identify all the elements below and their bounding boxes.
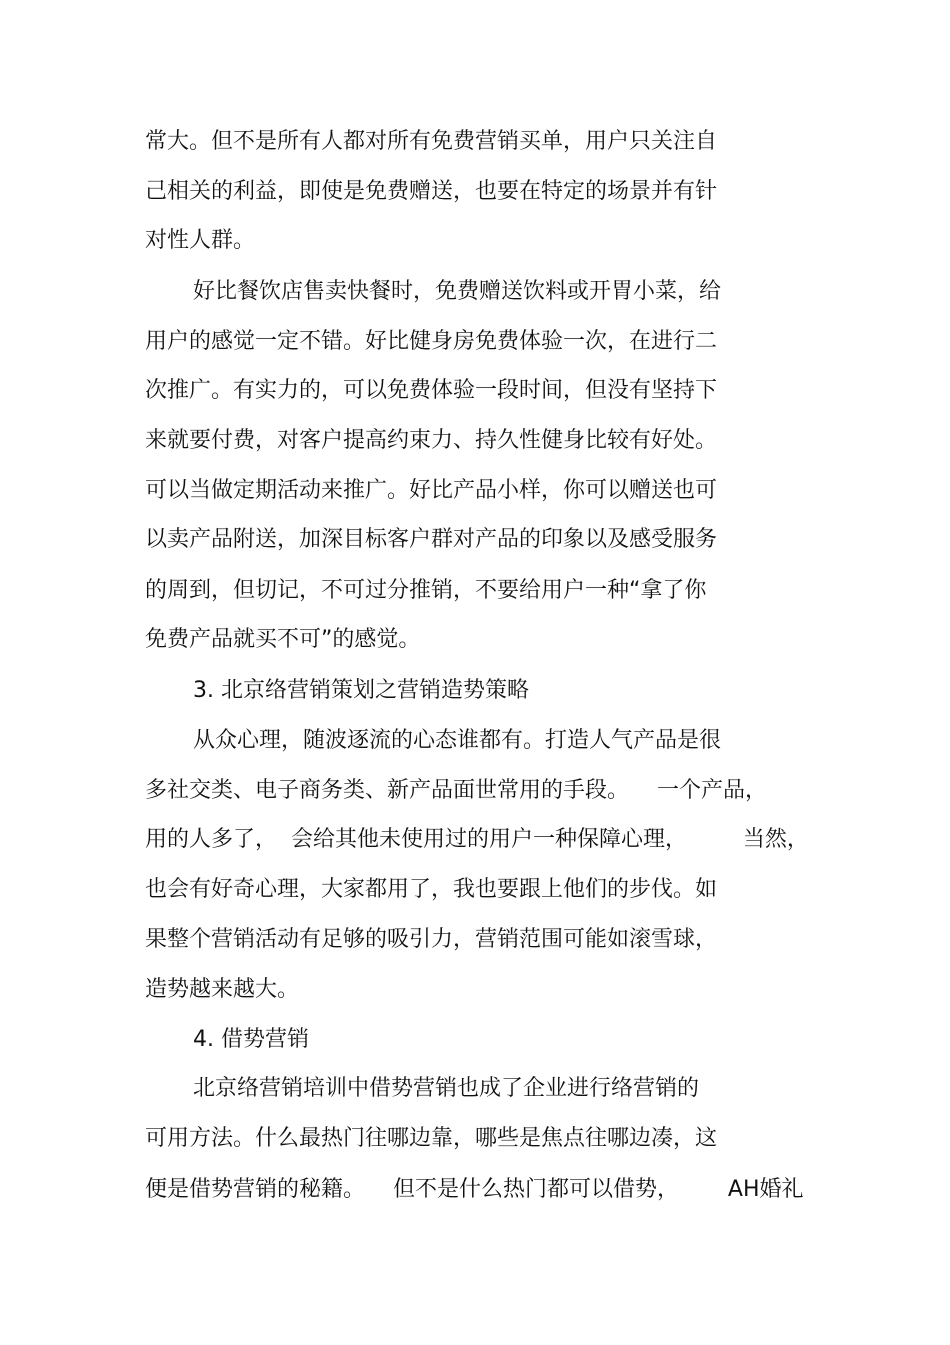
p4-line-3: 便是借势营销的秘籍。 但不是什么热门都可以借势， AH婚礼 (145, 1177, 804, 1202)
p2-line-2: 用户的感觉一定不错。好比健身房免费体验一次，在进行二 (145, 329, 718, 354)
p2-line-3: 次推广。有实力的，可以免费体验一段时间，但没有坚持下 (145, 378, 718, 403)
section-heading-4: 4. 借势营销 (193, 1027, 309, 1052)
p3-line-3: 用的人多了， 会给其他未使用过的用户一种保障心理， 当然， (145, 827, 809, 852)
p2-line-1: 好比餐饮店售卖快餐时，免费赠送饮料或开胃小菜，给 (193, 279, 722, 304)
section-heading-3: 3. 北京络营销策划之营销造势策略 (193, 678, 529, 703)
p2-line-5: 可以当做定期活动来推广。好比产品小样，你可以赠送也可 (145, 478, 718, 503)
p2-line-7: 的周到，但切记，不可过分推销，不要给用户一种“拿了你 (145, 578, 707, 603)
p3-line-5: 果整个营销活动有足够的吸引力，营销范围可能如滚雪球， (145, 927, 718, 952)
p1-line-2: 己相关的利益，即使是免费赠送，也要在特定的场景并有针 (145, 179, 718, 204)
p1-line-1: 常大。但不是所有人都对所有免费营销买单，用户只关注自 (145, 129, 718, 154)
p3-line-4: 也会有好奇心理，大家都用了，我也要跟上他们的步伐。如 (145, 877, 718, 902)
p3-line-1: 从众心理，随波逐流的心态谁都有。打造人气产品是很 (193, 728, 722, 753)
p2-line-4: 来就要付费，对客户提高约束力、持久性健身比较有好处。 (145, 428, 718, 453)
p3-line-2: 多社交类、电子商务类、新产品面世常用的手段。 一个产品， (145, 778, 767, 803)
p2-line-6: 以卖产品附送，加深目标客户群对产品的印象以及感受服务 (145, 527, 718, 552)
p2-line-8: 免费产品就买不可”的感觉。 (145, 627, 421, 652)
p4-line-2: 可用方法。什么最热门往哪边靠，哪些是焦点往哪边凑，这 (145, 1126, 718, 1151)
p1-line-3: 对性人群。 (145, 228, 256, 253)
p4-line-1: 北京络营销培训中借势营销也成了企业进行络营销的 (193, 1076, 700, 1101)
p3-line-6: 造势越来越大。 (145, 977, 300, 1002)
